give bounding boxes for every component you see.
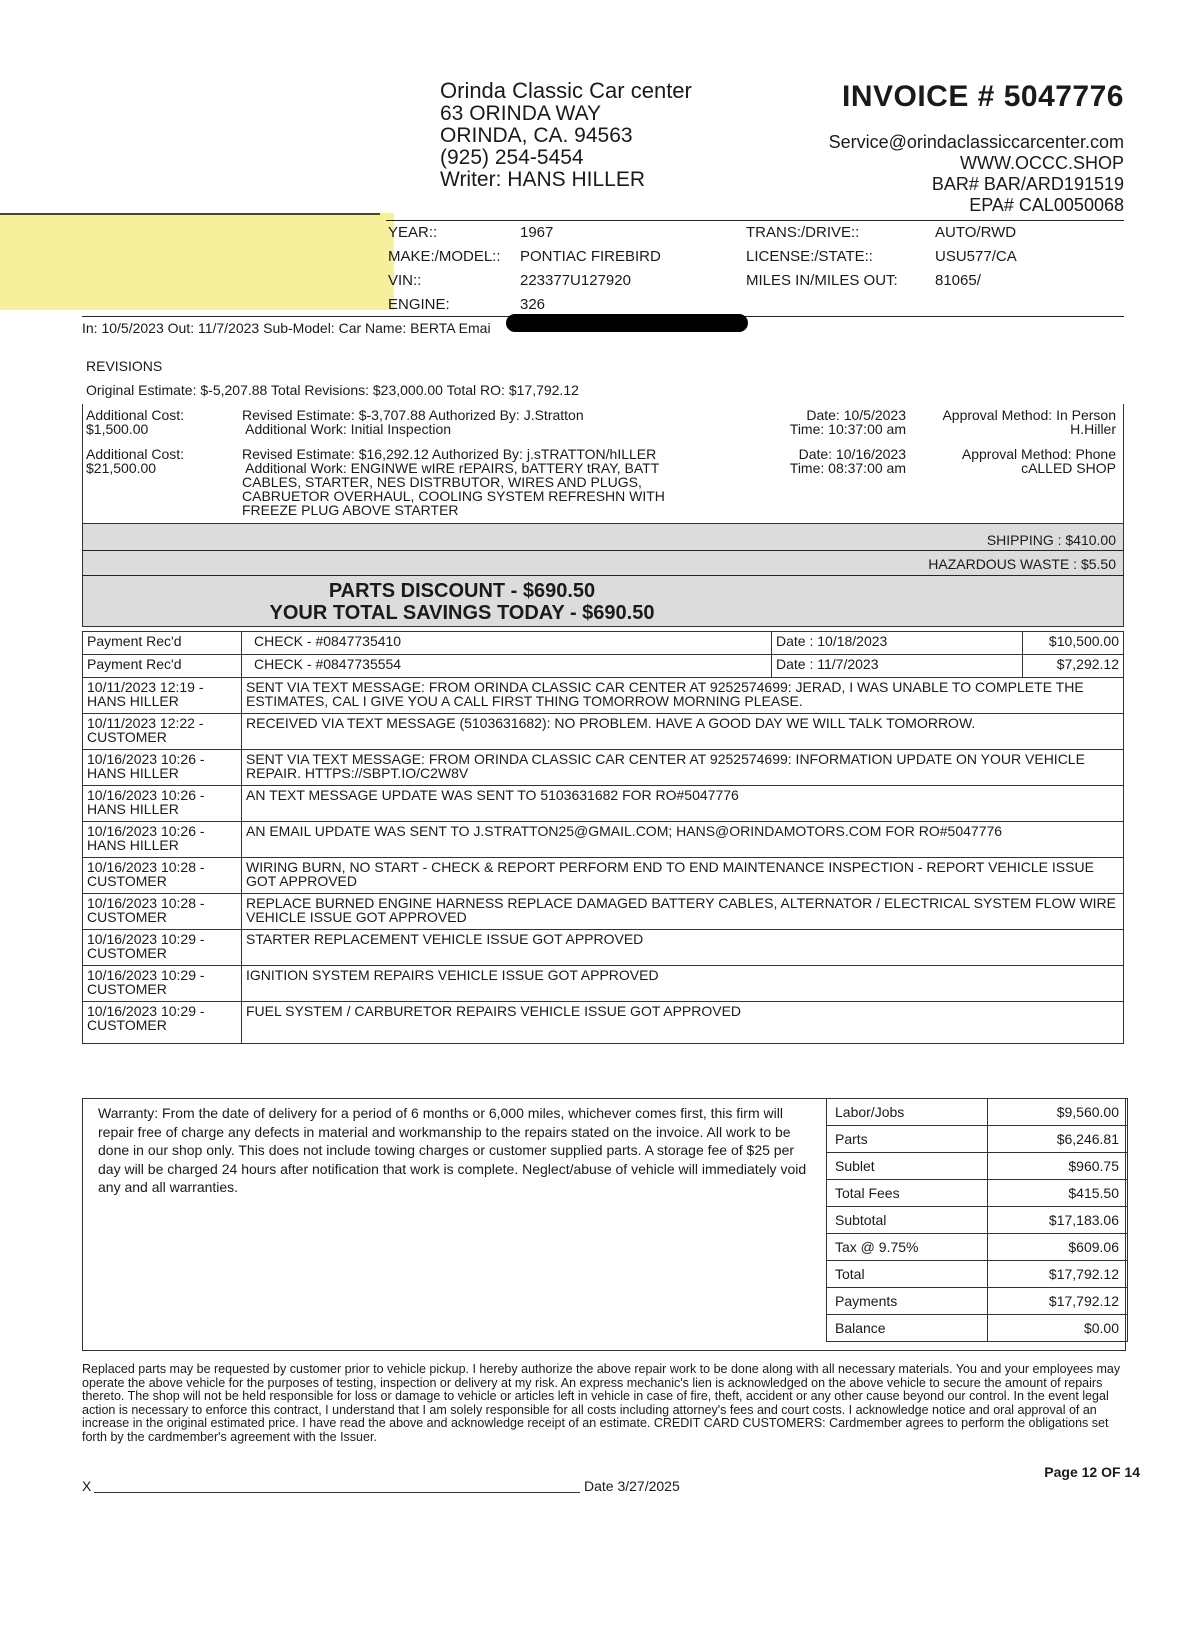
revision-1-cost [86,408,184,436]
totals-label: Subtotal [827,1207,988,1234]
payment-method: CHECK - #0847735554 [242,655,772,678]
totals-row [827,1153,1128,1180]
log-author: HANS HILLER [87,693,179,709]
log-time: 10/16/2023 10:28 - [87,895,205,911]
log-text: RECEIVED VIA TEXT MESSAGE (5103631682): NO PROBLEM. HAVE A GOOD DAY WE WILL TALK TOMORROW. [242,714,1124,750]
log-text: IGNITION SYSTEM REPAIRS VEHICLE ISSUE GOT APPROVED [242,966,1124,1002]
revision-2-cost-label: Additional Cost: [86,446,185,462]
year-label: YEAR:: [388,224,438,241]
log-row [83,822,1124,858]
log-row [83,714,1124,750]
log-text: SENT VIA TEXT MESSAGE: FROM ORINDA CLASSIC CAR CENTER AT 9252574699: JERAD, I WAS UNABLE TO COMPLETE THE ESTIMATES, CAL I GIVE YOU A CALL FIRST THING TOMORROW MORNING PLEASE. [242,678,1124,714]
totals-label: Labor/Jobs [827,1099,988,1126]
payment-date: Date : 10/18/2023 [772,632,1023,655]
parts-discount: PARTS DISCOUNT - $690.50 [328,580,596,602]
log-row [83,858,1124,894]
miles-label: MILES IN/MILES OUT: [746,272,898,289]
log-when [83,714,242,750]
shop-name: Orinda Classic Car center [440,78,692,103]
note-edge-line [0,213,380,215]
log-row [83,750,1124,786]
revision-1-cost-label: Additional Cost: [86,407,185,423]
log-time: 10/16/2023 10:26 - [87,751,205,767]
make-label: MAKE:/MODEL:: [388,248,501,265]
totals-row [827,1288,1128,1315]
log-row [83,894,1124,930]
log-when [83,822,242,858]
totals-value: $0.00 [988,1315,1128,1342]
log-time: 10/16/2023 10:28 - [87,859,205,875]
payment-log-table [82,631,1124,1044]
log-time: 10/11/2023 12:22 - [87,715,204,731]
totals-row [827,1234,1128,1261]
log-when [83,894,242,930]
log-when [83,930,242,966]
log-author: CUSTOMER [87,729,167,745]
revision-2-cost [86,447,184,475]
revision-1-approval [900,408,1116,436]
vehicle-values-right [935,221,1017,293]
log-text: AN EMAIL UPDATE WAS SENT TO J.STRATTON25@GMAIL.COM; HANS@ORINDAMOTORS.COM FOR RO#5047776 [242,822,1124,858]
log-text: SENT VIA TEXT MESSAGE: FROM ORINDA CLASSIC CAR CENTER AT 9252574699: INFORMATION UPDATE ON YOUR VEHICLE REPAIR. HTTPS://SBPT.IO/C2W8V [242,750,1124,786]
revision-1-work: Additional Work: Initial Inspection [242,421,452,437]
totals-row [827,1261,1128,1288]
revision-1-cost-value: $1,500.00 [86,421,149,437]
sticky-note [0,213,394,310]
epa-number: EPA# CAL0050068 [969,195,1124,215]
log-when [83,858,242,894]
signature-line [94,1492,580,1493]
revision-2-work-cont-3: FREEZE PLUG ABOVE STARTER [242,502,459,518]
payment-amount: $7,292.12 [1023,655,1124,678]
totals-value: $17,792.12 [988,1261,1128,1288]
page-number: Page 12 OF 14 [1044,1464,1140,1480]
totals-value: $960.75 [988,1153,1128,1180]
totals-row [827,1099,1128,1126]
shop-email: Service@orindaclassiccarcenter.com [828,132,1124,152]
log-text: FUEL SYSTEM / CARBURETOR REPAIRS VEHICLE ISSUE GOT APPROVED [242,1002,1124,1044]
engine-label: ENGINE: [388,296,450,313]
revisions-heading: REVISIONS [86,358,163,374]
revision-1-datetime [770,408,906,436]
log-row [83,678,1124,714]
totals-label: Balance [827,1315,988,1342]
revision-2-detail [242,447,665,517]
shipping-fee: SHIPPING : $410.00 [986,532,1116,548]
totals-table [826,1098,1128,1342]
signature-x: X [82,1478,92,1494]
log-row [83,786,1124,822]
log-author: CUSTOMER [87,1017,167,1033]
totals-label: Tax @ 9.75% [827,1234,988,1261]
shop-phone: (925) 254-5454 [440,146,584,169]
warranty-text: Warranty: From the date of delivery for a period of 6 months or 6,000 miles, whichever comes first, this firm will repair free of charge any defects in material and workmanship to the repairs stated on the invoice. All work to be done in our shop only. This does not include towing charges or customer supplied parts. A storage fee of $25 per day will be charged 24 hours after notification that work is complete. Neglect/abuse of vehicle will immediately void any and all warranties. [98,1105,807,1195]
log-when [83,1002,242,1044]
log-author: HANS HILLER [87,837,179,853]
revision-2-work-cont-1: CABLES, STARTER, NES DISTRBUTOR, WIRES AND PLUGS, [242,474,642,490]
fees-divider [82,550,1124,551]
revision-1-date: Date: 10/5/2023 [806,407,906,423]
log-time: 10/16/2023 10:29 - [87,931,205,947]
log-author: CUSTOMER [87,909,167,925]
vehicle-labels-right [746,221,898,293]
totals-value: $9,560.00 [988,1099,1128,1126]
license-label: LICENSE:/STATE:: [746,248,873,265]
shop-address-line2: ORINDA, CA. 94563 [440,124,633,147]
revision-2-time: Time: 08:37:00 am [789,460,906,476]
vehicle-values-left [520,221,661,317]
vin-value: 223377U127920 [520,272,631,289]
log-time: 10/16/2023 10:29 - [87,1003,205,1019]
revision-2-approver: cALLED SHOP [1021,460,1116,476]
log-when [83,966,242,1002]
signature-date: Date 3/27/2025 [584,1478,680,1494]
legal-authorization-text: Replaced parts may be requested by customer prior to vehicle pickup. I hereby authorize the above repair work to be done along with all necessary materials. You and your employees may operate the above vehicle for the purposes of testing, inspection or delivery at my risk. An express mechanic's lien is acknowledged on the above vehicle to secure the amount of repairs thereto. The shop will not be held responsible for loss or damage to vehicle or articles left in vehicle in case of fire, theft, accident or any other cause beyond our control. In the event legal action is necessary to enforce this contract, I understand that I am solely responsible for all costs including attorney's fees and court costs. I acknowledge notice and oral approval of an increase in the original estimated price. I have read the above and acknowledge receipt of an estimate. CREDIT CARD CUSTOMERS: Cardmember agrees to perform the obligations set forth by the cardmember's agreement with the Issuer. [82,1362,1121,1444]
payment-row [83,655,1124,678]
totals-value: $17,792.12 [988,1288,1128,1315]
log-row [83,1002,1124,1044]
payment-label: Payment Rec'd [83,655,242,678]
log-text: REPLACE BURNED ENGINE HARNESS REPLACE DAMAGED BATTERY CABLES, ALTERNATOR / ELECTRICAL SYSTEM FLOW WIRE VEHICLE ISSUE GOT APPROVED [242,894,1124,930]
totals-label: Sublet [827,1153,988,1180]
revision-2-approval [900,447,1116,475]
log-time: 10/16/2023 10:26 - [87,823,205,839]
total-savings: YOUR TOTAL SAVINGS TODAY - $690.50 [269,602,655,624]
log-when [83,678,242,714]
trans-label: TRANS:/DRIVE:: [746,224,860,241]
totals-label: Total [827,1261,988,1288]
totals-value: $6,246.81 [988,1126,1128,1153]
log-text: WIRING BURN, NO START - CHECK & REPORT PERFORM END TO END MAINTENANCE INSPECTION - REPORT VEHICLE ISSUE GOT APPROVED [242,858,1124,894]
revision-2-datetime [770,447,906,475]
totals-label: Payments [827,1288,988,1315]
log-row [83,966,1124,1002]
redaction-bar [506,314,748,332]
revision-1-estimate: Revised Estimate: $-3,707.88 Authorized By: J.Stratton [242,407,584,423]
shop-info [440,80,692,191]
log-author: HANS HILLER [87,765,179,781]
totals-row [827,1126,1128,1153]
engine-value: 326 [520,296,546,313]
log-author: CUSTOMER [87,981,167,997]
in-out-line: In: 10/5/2023 Out: 11/7/2023 Sub-Model: Car Name: BERTA Emai [82,320,491,336]
shop-website: WWW.OCCC.SHOP [960,153,1124,173]
log-text: AN TEXT MESSAGE UPDATE WAS SENT TO 5103631682 FOR RO#5047776 [242,786,1124,822]
trans-value: AUTO/RWD [935,224,1017,241]
log-when [83,750,242,786]
vin-label: VIN:: [388,272,422,289]
service-writer: Writer: HANS HILLER [440,168,645,191]
miles-value: 81065/ [935,272,981,289]
log-author: HANS HILLER [87,801,179,817]
log-time: 10/11/2023 12:19 - [87,679,204,695]
payment-method: CHECK - #0847735410 [242,632,772,655]
totals-row [827,1315,1128,1342]
totals-label: Total Fees [827,1180,988,1207]
revision-2-date: Date: 10/16/2023 [798,446,906,462]
shop-address-line1: 63 ORINDA WAY [440,102,602,125]
shop-contact [829,132,1124,216]
revision-1-approver: H.Hiller [1070,421,1116,437]
revision-2-approval-method: Approval Method: Phone [961,446,1116,462]
revisions-summary: Original Estimate: $-5,207.88 Total Revisions: $23,000.00 Total RO: $17,792.12 [86,382,579,398]
totals-value: $415.50 [988,1180,1128,1207]
log-time: 10/16/2023 10:26 - [87,787,205,803]
log-author: CUSTOMER [87,945,167,961]
payment-row [83,632,1124,655]
year-value: 1967 [520,224,554,241]
revision-1-detail [242,408,584,436]
discount-block [82,580,842,624]
make-value: PONTIAC FIREBIRD [520,248,661,265]
log-when [83,786,242,822]
revision-1-approval-method: Approval Method: In Person [942,407,1116,423]
totals-value: $17,183.06 [988,1207,1128,1234]
revision-2-work: Additional Work: ENGINWE wIRE rEPAIRS, bATTERY tRAY, BATT [242,460,660,476]
revision-2-estimate: Revised Estimate: $16,292.12 Authorized By: j.sTRATTON/hILLER [242,446,657,462]
revision-2-cost-value: $21,500.00 [86,460,157,476]
fees-divider-2 [82,575,1124,576]
payment-amount: $10,500.00 [1023,632,1124,655]
hazardous-waste-fee: HAZARDOUS WASTE : $5.50 [928,556,1116,572]
payment-date: Date : 11/7/2023 [772,655,1023,678]
log-time: 10/16/2023 10:29 - [87,967,205,983]
log-row [83,930,1124,966]
log-text: STARTER REPLACEMENT VEHICLE ISSUE GOT APPROVED [242,930,1124,966]
vehicle-labels-left [388,221,501,317]
revision-2-work-cont-2: CABRUETOR OVERHAUL, COOLING SYSTEM REFRESHN WITH [242,488,665,504]
bar-number: BAR# BAR/ARD191519 [931,174,1124,194]
license-value: USU577/CA [935,248,1017,265]
log-author: CUSTOMER [87,873,167,889]
totals-row [827,1207,1128,1234]
payment-label: Payment Rec'd [83,632,242,655]
totals-row [827,1180,1128,1207]
revision-1-time: Time: 10:37:00 am [789,421,906,437]
totals-label: Parts [827,1126,988,1153]
invoice-title: INVOICE # 5047776 [841,80,1124,113]
totals-value: $609.06 [988,1234,1128,1261]
